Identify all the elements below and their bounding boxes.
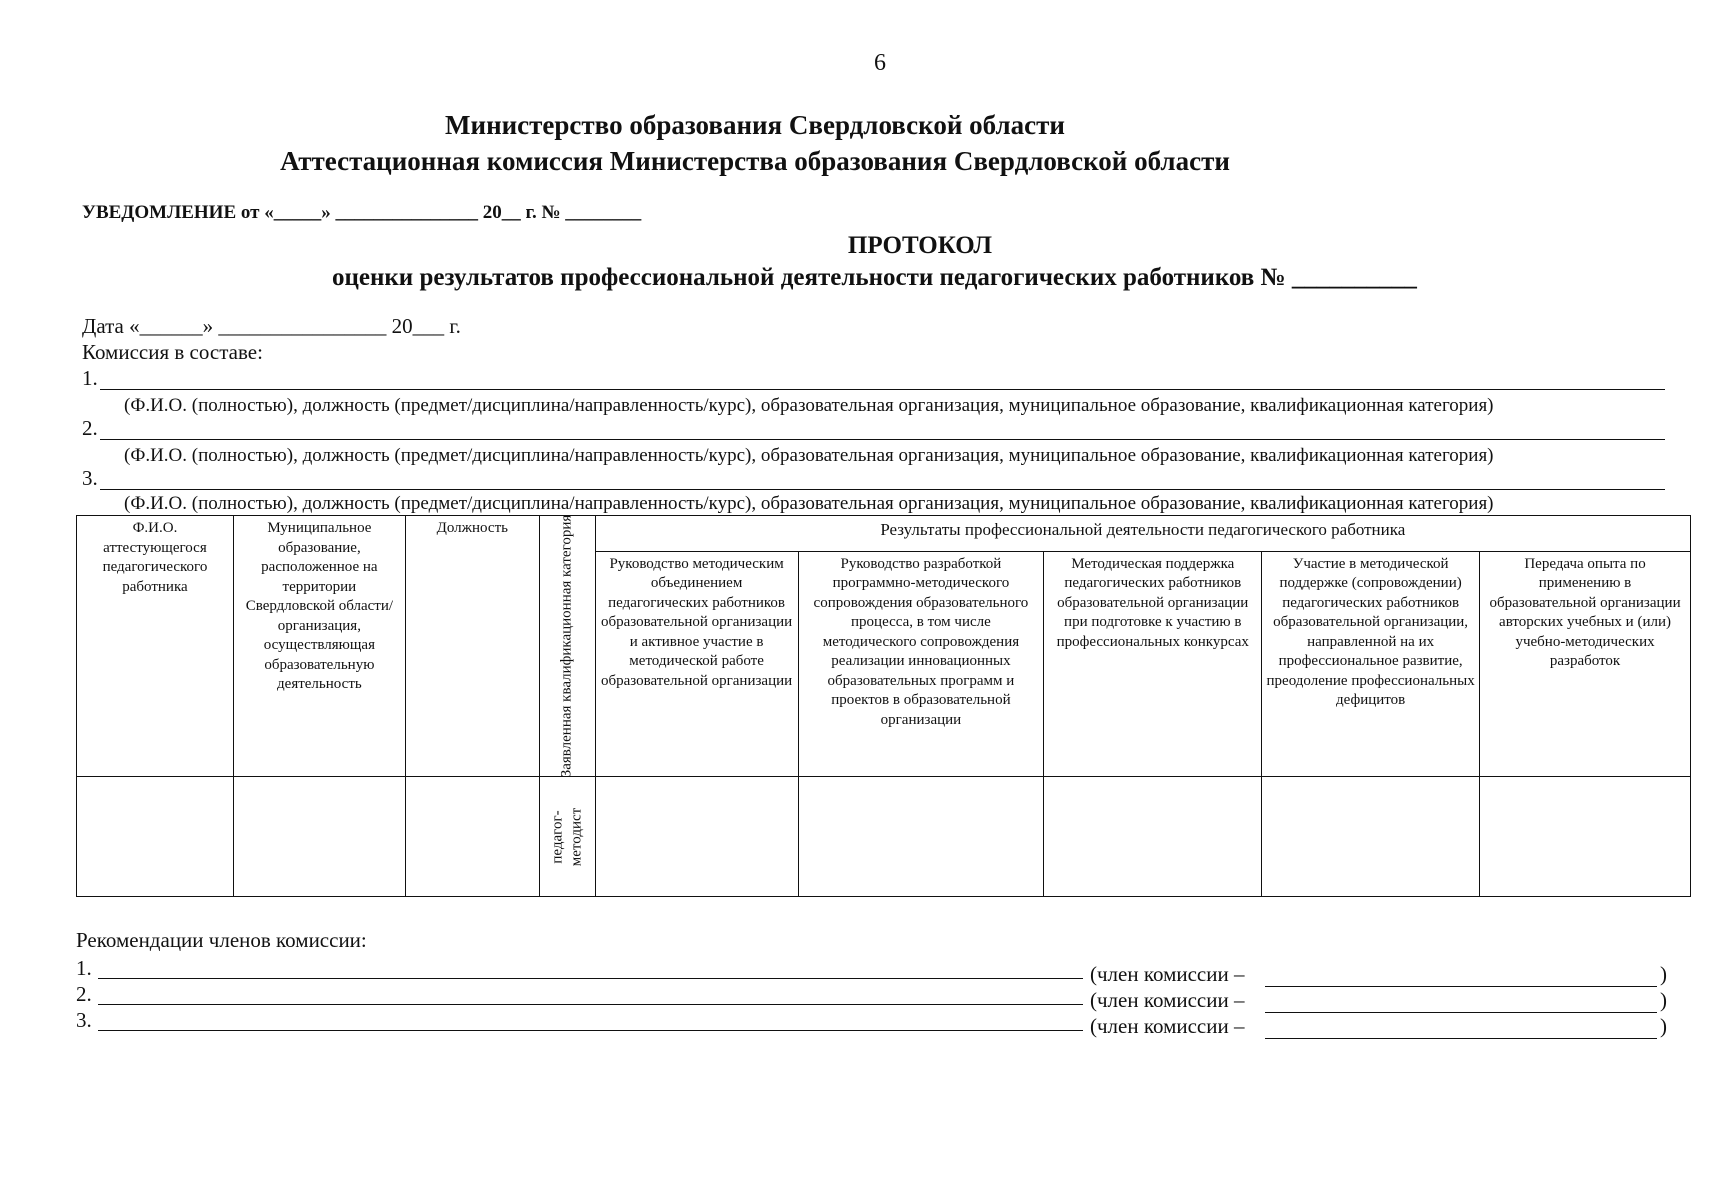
cell-result-3[interactable] [1044,777,1262,897]
protocol-title: ПРОТОКОЛ [847,232,993,259]
header-result-1: Руководство методическим объединением педагогических работников образовательной организации и активное участие в методической работе образовательной организации [595,551,798,776]
cell-municipality[interactable] [233,777,405,897]
member-label: (член комиссии – [1090,1014,1245,1038]
results-table [76,515,1691,897]
cell-position[interactable] [405,777,539,897]
header-fio: Ф.И.О. аттестующегося педагогического работника [77,516,234,777]
member-number: 3. [82,466,98,490]
member-number: 2. [82,416,98,440]
page-number: 6 [874,50,886,76]
closing-paren: ) [1660,988,1667,1012]
commission-label: Комиссия в составе: [82,340,263,364]
recommendation-number: 3. [76,1008,92,1032]
header-position: Должность [405,516,539,777]
cell-fio[interactable] [77,777,234,897]
member-caption: (Ф.И.О. (полностью), должность (предмет/дисциплина/направленность/курс), образовательная организация, муниципальное образование, квалификационная категория) [124,395,1494,416]
member-line[interactable] [100,489,1665,490]
member-signature-line[interactable] [1265,1038,1657,1039]
header-result-2: Руководство разработкой программно-методического сопровождения образовательного процесса, в том числе методического сопровождения реализации инновационных образовательных программ и проектов в образовательной организации [798,551,1044,776]
notice-line: УВЕДОМЛЕНИЕ от «_____» _______________ 20__ г. № ________ [82,202,642,223]
closing-paren: ) [1660,962,1667,986]
header-category-text: Заявленная квалификационная категория [558,514,575,778]
header-results: Результаты профессиональной деятельности педагогического работника [595,516,1690,552]
recommendation-number: 1. [76,956,92,980]
header-result-4: Участие в методической поддержке (сопровождении) педагогических работников образовательной организации, направленной на их профессиональное развитие, преодоление профессиональных дефицитов [1262,551,1480,776]
member-caption: (Ф.И.О. (полностью), должность (предмет/дисциплина/направленность/курс), образовательная организация, муниципальное образование, квалификационная категория) [124,493,1494,514]
member-signature-line[interactable] [1265,1012,1657,1013]
date-line: Дата «______» ________________ 20___ г. [82,314,461,338]
commission-title: Аттестационная комиссия Министерства образования Свердловской области [280,146,1230,176]
recommendation-number: 2. [76,982,92,1006]
closing-paren: ) [1660,1014,1667,1038]
recommendation-line[interactable] [98,1030,1083,1031]
header-municipality: Муниципальное образование, расположенное на территории Свердловской области/ организация, осуществляющая образовательную деятельность [233,516,405,777]
cell-result-1[interactable] [595,777,798,897]
member-caption: (Ф.И.О. (полностью), должность (предмет/дисциплина/направленность/курс), образовательная организация, муниципальное образование, квалификационная категория) [124,445,1494,466]
member-number: 1. [82,366,98,390]
member-signature-line[interactable] [1265,986,1657,987]
cell-result-2[interactable] [798,777,1044,897]
recommendation-line[interactable] [98,1004,1083,1005]
ministry-title: Министерство образования Свердловской области [445,110,1065,140]
member-line[interactable] [100,389,1665,390]
member-line[interactable] [100,439,1665,440]
header-result-5: Передача опыта по применению в образовательной организации авторских учебных и (или) учебно-методических разработок [1480,551,1691,776]
recommendation-line[interactable] [98,978,1083,979]
header-result-3: Методическая поддержка педагогических работников образовательной организации при подготовке к участию в профессиональных конкурсах [1044,551,1262,776]
member-label: (член комиссии – [1090,988,1245,1012]
cell-result-5[interactable] [1480,777,1691,897]
cell-category [539,777,595,897]
cell-result-4[interactable] [1262,777,1480,897]
header-category [539,516,595,777]
member-label: (член комиссии – [1090,962,1245,986]
protocol-subtitle: оценки результатов профессиональной деятельности педагогических работников № __________ [332,264,1417,291]
cell-category-text: педагог-методист [549,807,585,866]
recommendations-title: Рекомендации членов комиссии: [76,928,367,952]
